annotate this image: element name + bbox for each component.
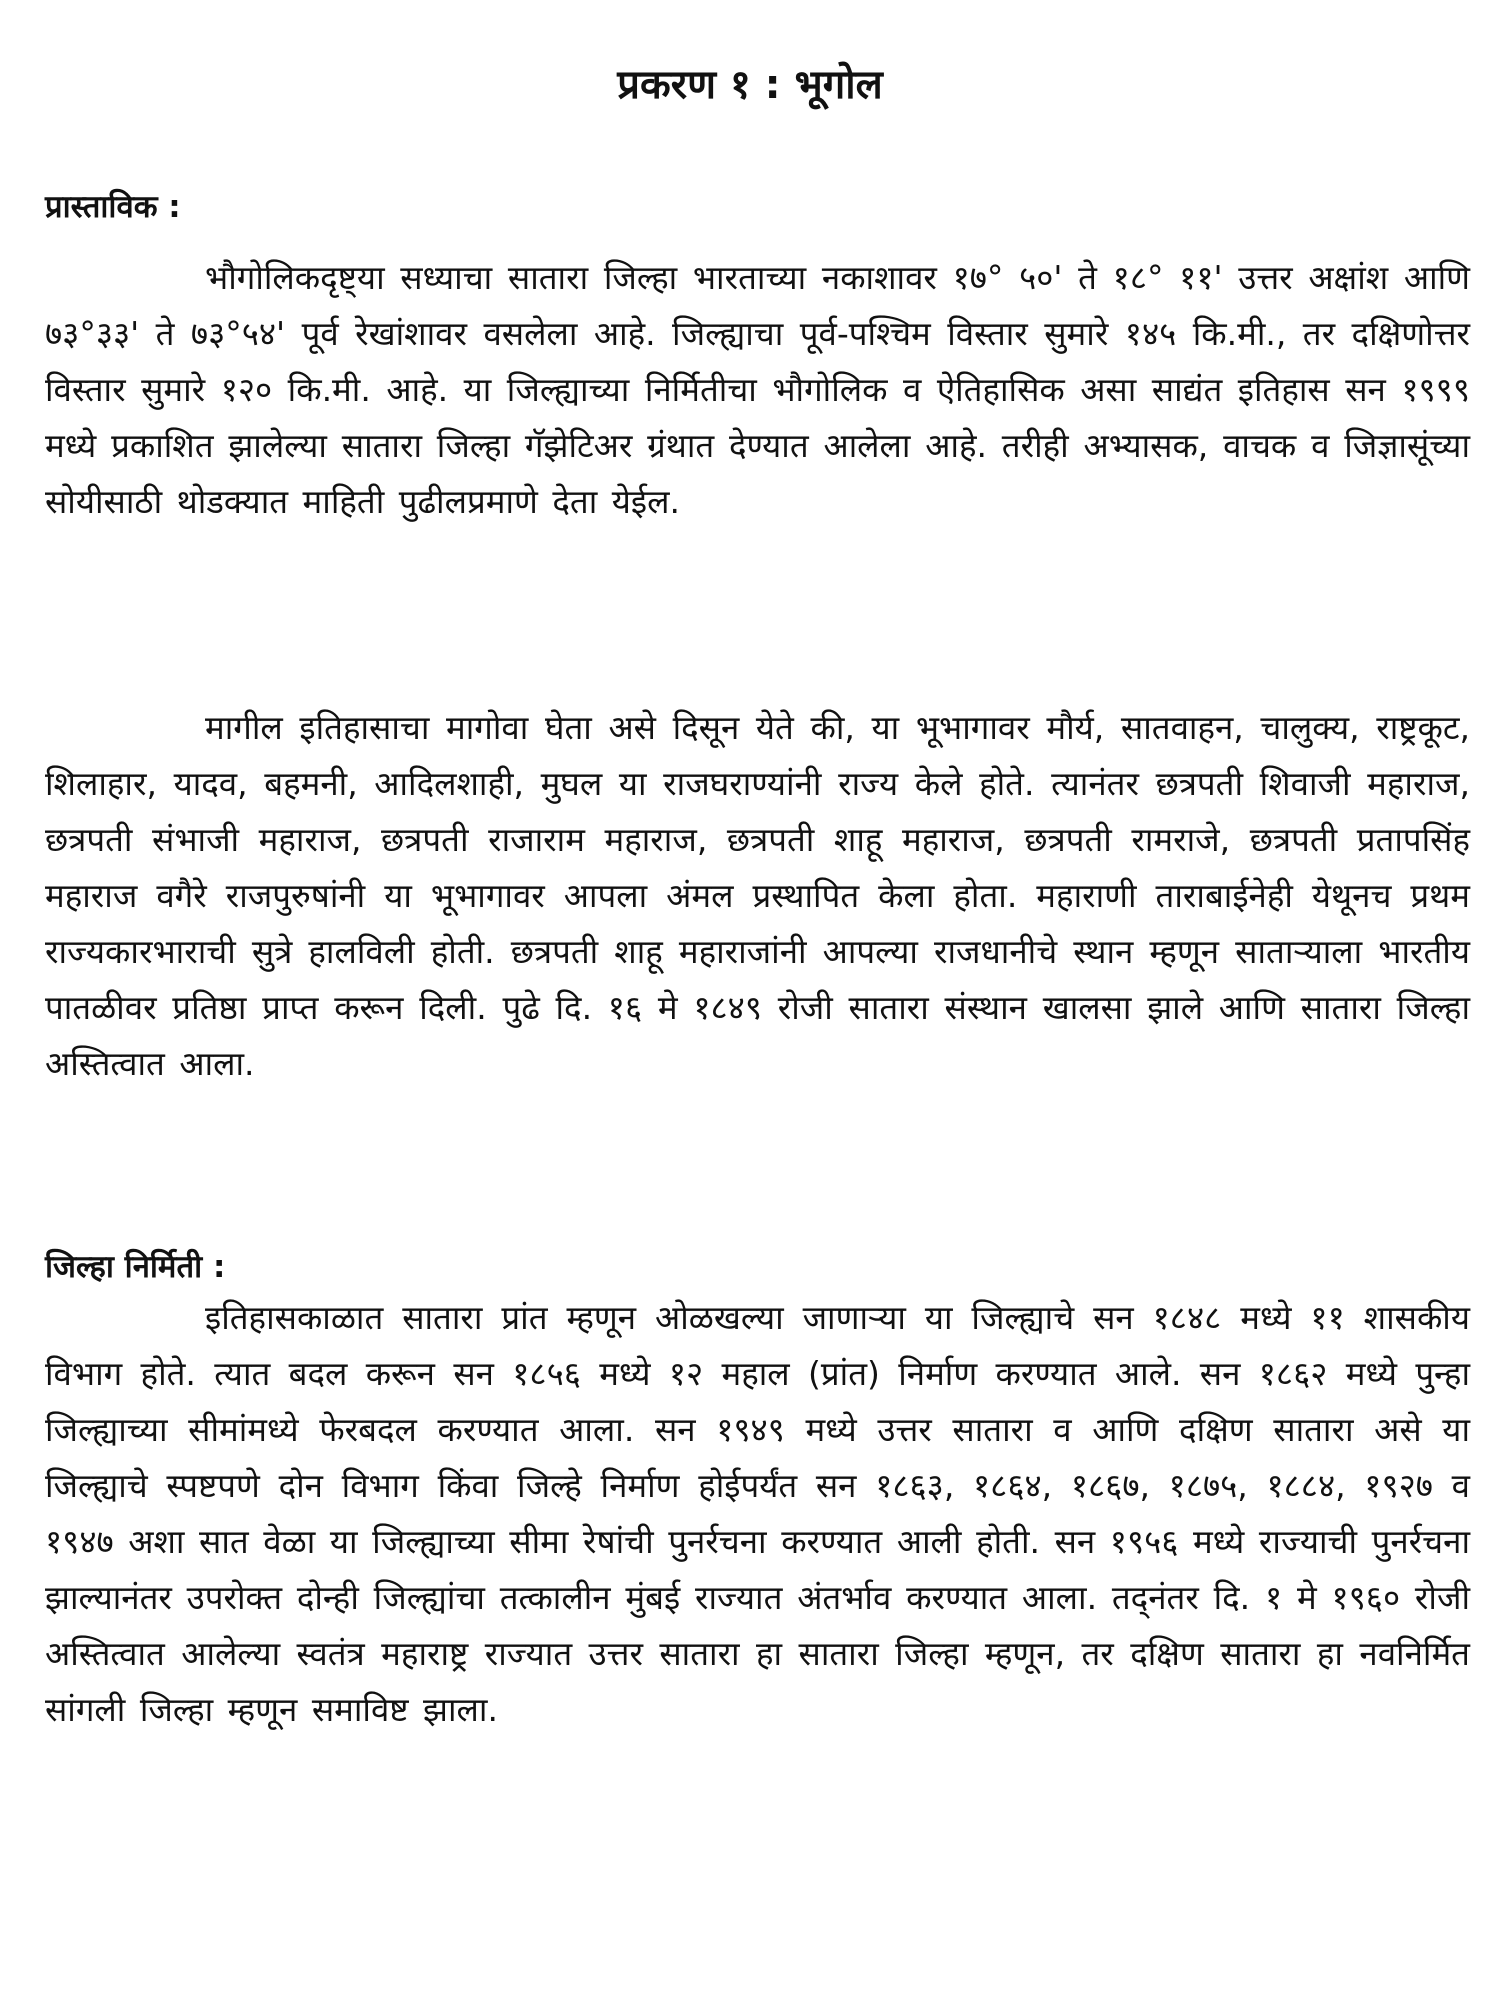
paragraph-history: मागील इतिहासाचा मागोवा घेता असे दिसून येते की, या भूभागावर मौर्य, सातवाहन, चालुक्य, राष्ट्रकूट, शिलाहार, यादव, बहमनी, आदिलशाही, मुघल या राजघराण्यांनी राज्य केले होते. त्यानंतर छत्रपती शिवाजी महाराज, छत्रपती संभाजी महाराज, छत्रपती राजाराम महाराज, छत्रपती शाहू महाराज, छत्रपती रामराजे, छत्रपती प्रतापसिंह महाराज वगैरे राजपुरुषांनी या भूभागावर आपला अंमल प्रस्थापित केला होता. महाराणी ताराबाईनेही येथूनच प्रथम राज्यकारभाराची सुत्रे हालविली होती. छत्रपती शाहू महाराजांनी आपल्या राजधानीचे स्थान म्हणून साताऱ्याला भारतीय पातळीवर प्रतिष्ठा प्राप्त करून दिली. पुढे दि. १६ मे १८४९ रोजी सातारा संस्थान खालसा झाले आणि सातारा जिल्हा अस्तित्वात आला. xyxy=(45,708,1470,1083)
chapter-title: प्रकरण १ : भूगोल xyxy=(617,62,883,108)
paragraph-geography: भौगोलिकदृष्ट्या सध्याचा सातारा जिल्हा भारताच्या नकाशावर १७° ५०' ते १८° ११' उत्तर अक्षांश आणि ७३°३३' ते ७३°५४' पूर्व रेखांशावर वसलेला आहे. जिल्ह्याचा पूर्व-पश्चिम विस्तार सुमारे १४५ कि.मी., तर दक्षिणोत्तर विस्तार सुमारे १२० कि.मी. आहे. या जिल्ह्याच्या निर्मितीचा भौगोलिक व ऐतिहासिक असा साद्यंत इतिहास सन १९९९ मध्ये प्रकाशित झालेल्या सातारा जिल्हा गॅझेटिअर ग्रंथात देण्यात आलेला आहे. तरीही अभ्यासक, वाचक व जिज्ञासूंच्या सोयीसाठी थोडक्यात माहिती पुढीलप्रमाणे देता येईल. xyxy=(45,258,1470,521)
paragraph-district-formation: इतिहासकाळात सातारा प्रांत म्हणून ओळखल्या जाणाऱ्या या जिल्ह्याचे सन १८४८ मध्ये ११ शासकीय विभाग होते. त्यात बदल करून सन १८५६ मध्ये १२ महाल (प्रांत) निर्माण करण्यात आले. सन १८६२ मध्ये पुन्हा जिल्ह्याच्या सीमांमध्ये फेरबदल करण्यात आला. सन १९४९ मध्ये उत्तर सातारा व आणि दक्षिण सातारा असे या जिल्ह्याचे स्पष्टपणे दोन विभाग किंवा जिल्हे निर्माण होईपर्यंत सन १८६३, १८६४, १८६७, १८७५, १८८४, १९२७ व १९४७ अशा सात वेळा या जिल्ह्याच्या सीमा रेषांची पुनर्रचना करण्यात आली होती. सन १९५६ मध्ये राज्याची पुनर्रचना झाल्यानंतर उपरोक्त दोन्ही जिल्ह्यांचा तत्कालीन मुंबई राज्यात अंतर्भाव करण्यात आला. तद्नंतर दि. १ मे १९६० रोजी अस्तित्वात आलेल्या स्वतंत्र महाराष्ट्र राज्यात उत्तर सातारा हा सातारा जिल्हा म्हणून, तर दक्षिण सातारा हा नवनिर्मित सांगली जिल्हा म्हणून समाविष्ट झाला. xyxy=(45,1298,1470,1729)
section-heading-introduction: प्रास्ताविक : xyxy=(45,189,181,225)
section-heading-district-formation: जिल्हा निर्मिती : xyxy=(45,1249,226,1285)
